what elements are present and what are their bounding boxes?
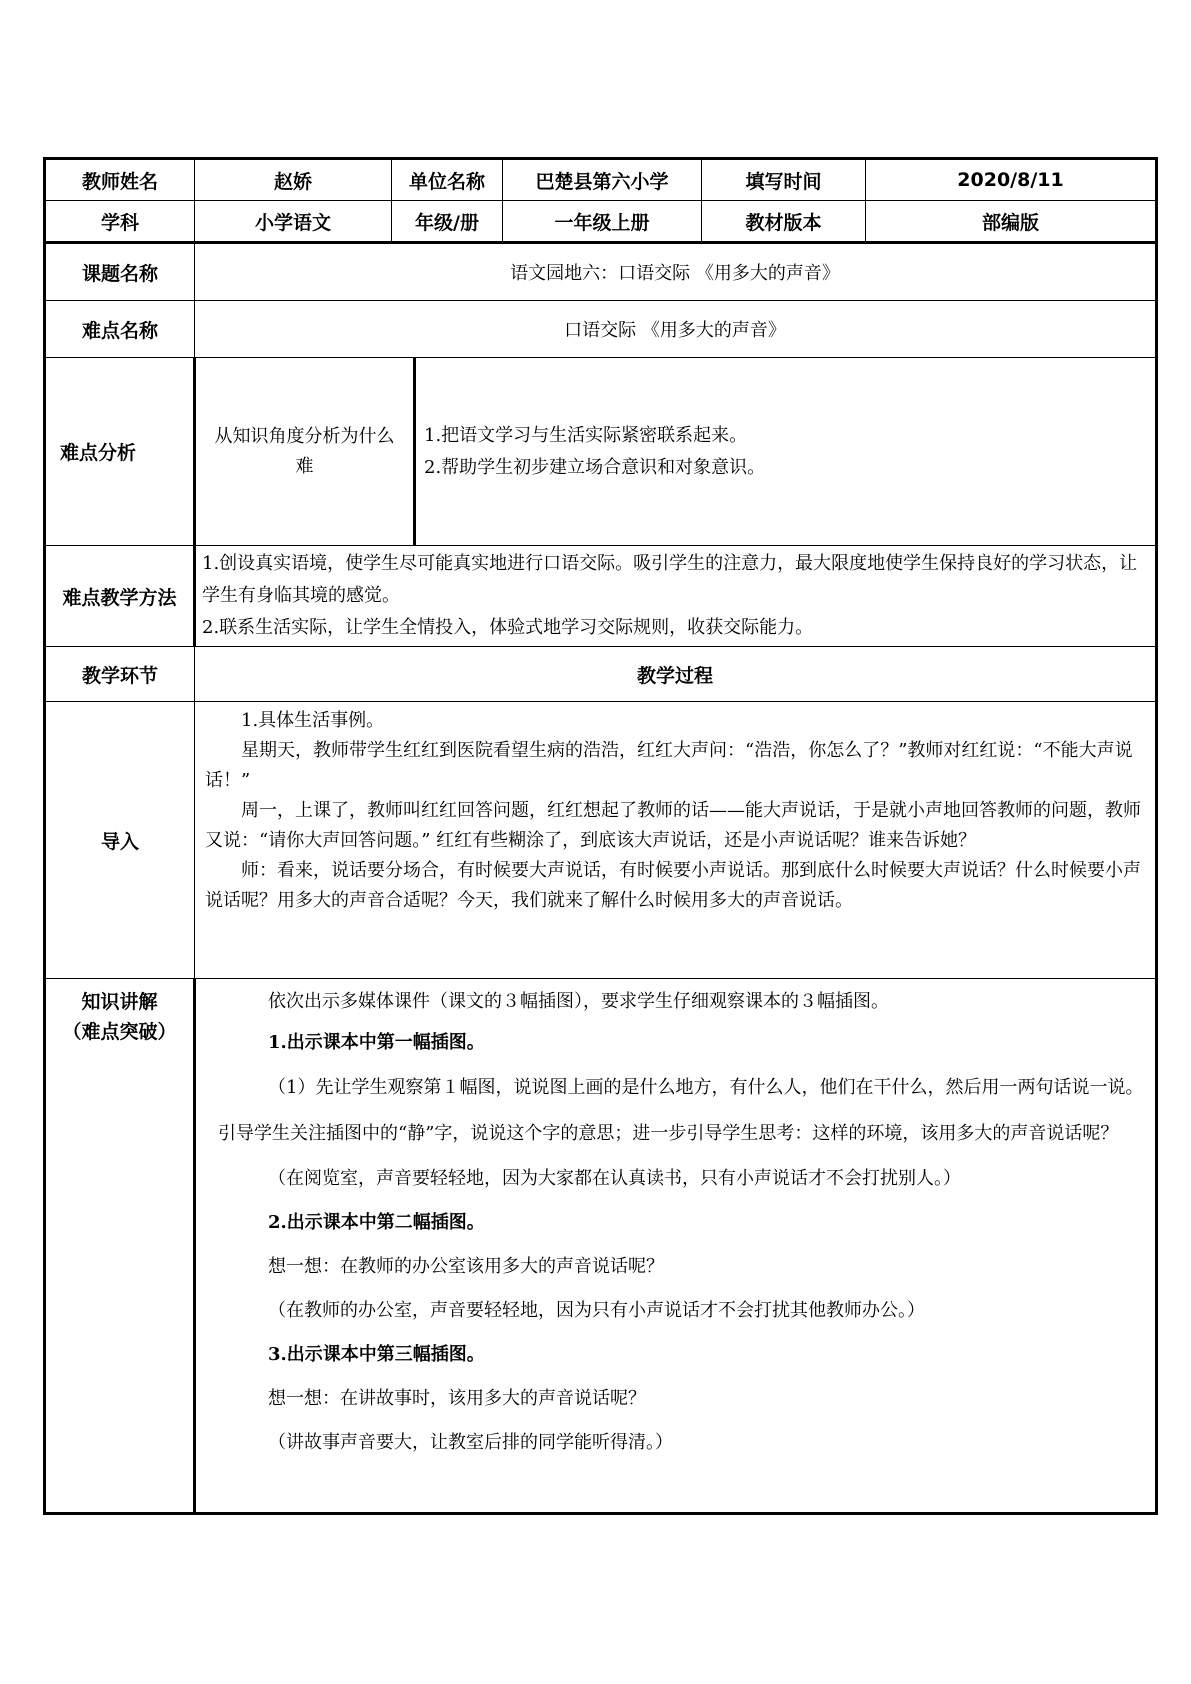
stage-label: 教学环节	[45, 647, 195, 702]
process-header-row	[45, 647, 1157, 702]
difficulty-row	[45, 301, 1157, 358]
difficulty-value: 口语交际 《用多大的声音》	[195, 301, 1157, 358]
knowledge-p7: （讲故事声音要大，让教室后排的同学能听得清。）	[268, 1432, 673, 1453]
knowledge-p1: 依次出示多媒体课件（课文的３幅插图），要求学生仔细观察课本的３幅插图。	[268, 991, 889, 1012]
topic-value: 语文园地六：口语交际 《用多大的声音》	[195, 243, 1157, 301]
fill-time-value: 2020/8/11	[866, 159, 1157, 201]
subject-value: 小学语文	[195, 201, 392, 243]
method-point-1: 1.创设真实语境，使学生尽可能真实地进行口语交际。吸引学生的注意力，最大限度地使学生保持良好的学习状态，让学生有身临其境的感觉。	[202, 553, 1138, 606]
analysis-sub-cell	[196, 358, 415, 545]
knowledge-p6: 想一想：在讲故事时，该用多大的声音说话呢？	[268, 1388, 646, 1409]
knowledge-h3: 3.出示课本中第三幅插图。	[268, 1344, 485, 1365]
grade-label: 年级/册	[392, 201, 503, 243]
intro-p4: 师：看来，说话要分场合，有时候要大声说话，有时候要小声说话。那到底什么时候要大声说话？什么时候要小声说话呢？用多大的声音合适呢？今天，我们就来了解什么时候用多大的声音说话。	[205, 860, 1141, 911]
header-row-2	[45, 201, 1157, 243]
analysis-sub-label: 从知识角度分析为什么难	[214, 425, 395, 477]
knowledge-label-line2: （难点突破）	[62, 1021, 177, 1043]
fill-time-label: 填写时间	[702, 159, 866, 201]
analysis-label: 难点分析	[45, 358, 195, 546]
edition-value: 部编版	[866, 201, 1157, 243]
intro-body	[195, 702, 1157, 979]
edition-label: 教材版本	[702, 201, 866, 243]
intro-p3: 周一，上课了，教师叫红红回答问题，红红想起了教师的话——能大声说话，于是就小声地回答教师的问题，教师又说：“请你大声回答问题。” 红红有些糊涂了，到底该大声说话，还是小声说话呢？谁来告诉她？	[205, 800, 1141, 851]
grade-value: 一年级上册	[503, 201, 702, 243]
teacher-value: 赵娇	[195, 159, 392, 201]
teacher-label: 教师姓名	[45, 159, 195, 201]
knowledge-body	[195, 979, 1157, 1514]
lesson-plan-sheet	[43, 157, 1155, 1515]
analysis-point-2: 2.帮助学生初步建立场合意识和对象意识。	[424, 456, 766, 478]
method-label: 难点教学方法	[45, 546, 195, 647]
knowledge-h1: 1.出示课本中第一幅插图。	[268, 1032, 485, 1053]
knowledge-row	[45, 979, 1157, 1514]
analysis-row	[45, 358, 1157, 546]
knowledge-p4: 想一想：在教师的办公室该用多大的声音说话呢？	[268, 1256, 664, 1277]
analysis-inner	[196, 358, 1155, 545]
intro-label: 导入	[45, 702, 195, 979]
method-point-2: 2.联系生活实际，让学生全情投入，体验式地学习交际规则，收获交际能力。	[202, 617, 814, 638]
analysis-points-cell	[415, 358, 1156, 545]
knowledge-p5: （在教师的办公室，声音要轻轻地，因为只有小声说话才不会打扰其他教师办公。）	[268, 1300, 925, 1321]
topic-label: 课题名称	[45, 243, 195, 301]
intro-p2: 星期天，教师带学生红红到医院看望生病的浩浩，红红大声问：“浩浩，你怎么了？”教师对红红说：“不能大声说话！”	[205, 740, 1133, 791]
subject-label: 学科	[45, 201, 195, 243]
knowledge-label	[45, 979, 195, 1514]
method-row	[45, 546, 1157, 647]
knowledge-p3: （在阅览室，声音要轻轻地，因为大家都在认真读书，只有小声说话才不会打扰别人。）	[268, 1168, 961, 1189]
intro-p1: 1.具体生活事例。	[241, 710, 385, 731]
knowledge-p2: （1）先让学生观察第１幅图，说说图上画的是什么地方，有什么人，他们在干什么，然后用一两句话说一说。引导学生关注插图中的“静”字，说说这个字的意思；进一步引导学生思考：这样的环境，该用多大的声音说话呢？	[218, 1077, 1144, 1144]
topic-row	[45, 243, 1157, 301]
unit-label: 单位名称	[392, 159, 503, 201]
knowledge-h2: 2.出示课本中第二幅插图。	[268, 1212, 485, 1233]
analysis-body	[195, 358, 1157, 546]
process-label: 教学过程	[195, 647, 1157, 702]
header-row-1	[45, 159, 1157, 201]
analysis-point-1: 1.把语文学习与生活实际紧密联系起来。	[424, 424, 748, 446]
knowledge-label-line1: 知识讲解	[81, 991, 158, 1013]
difficulty-label: 难点名称	[45, 301, 195, 358]
intro-row	[45, 702, 1157, 979]
method-body	[195, 546, 1157, 647]
unit-value: 巴楚县第六小学	[503, 159, 702, 201]
lesson-plan-table	[43, 157, 1158, 1515]
